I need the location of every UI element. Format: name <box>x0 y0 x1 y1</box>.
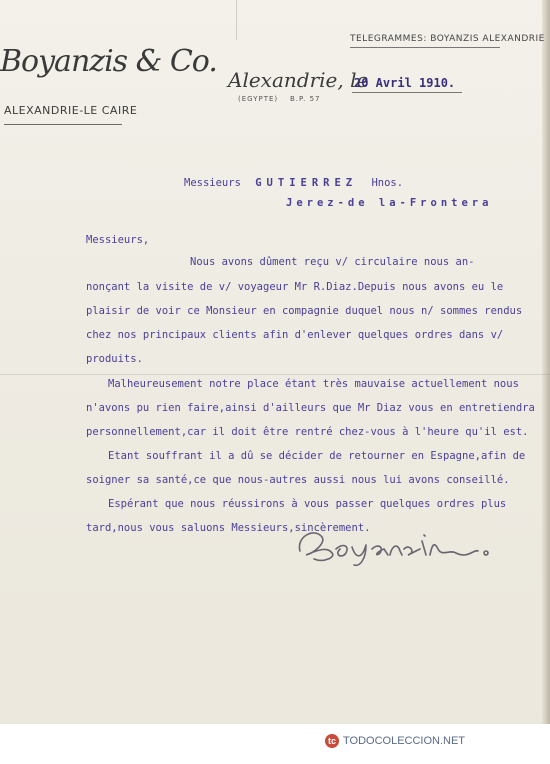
paper-fold-vertical <box>236 0 237 40</box>
watermark-logo-icon: tc <box>325 734 339 748</box>
firm-logo: Boyanzis & Co. <box>0 44 217 79</box>
paper-edge <box>542 0 550 764</box>
po-box: B.P. 57 <box>290 95 321 103</box>
letter-greeting: Messieurs, <box>86 234 150 246</box>
body-line: produits. <box>86 353 143 365</box>
letter-date: 20 Avril 1910. <box>354 76 456 90</box>
letterhead-rule <box>4 124 122 125</box>
body-line: n'avons pu rien faire,ainsi d'ailleurs que Mr Diaz vous en entretiendra <box>86 402 535 414</box>
paper-fold <box>0 374 550 375</box>
telegram-text: TELEGRAMMES: BOYANZIS ALEXANDRIE <box>350 34 545 44</box>
letter-place: Alexandrie, le <box>228 68 369 92</box>
watermark-text: TODOCOLECCION.NET <box>343 735 466 747</box>
body-line: nonçant la visite de v/ voyageur Mr R.Diaz.Depuis nous avons eu le <box>86 281 504 293</box>
telegram-address <box>350 34 545 44</box>
firm-cities: ALEXANDRIE-LE CAIRE <box>4 104 138 117</box>
country-label: (EGYPTE) <box>238 95 279 103</box>
body-line: Malheureusement notre place étant très mauvaise actuellement nous <box>108 378 519 390</box>
body-line: soigner sa santé,ce que nous-autres aussi nous lui avons conseillé. <box>86 474 510 486</box>
image-margin <box>0 724 550 764</box>
body-line: Nous avons dûment reçu v/ circulaire nous an- <box>190 256 475 268</box>
body-line: chez nos principaux clients afin d'enlever quelques ordres dans v/ <box>86 329 504 341</box>
body-line: Etant souffrant il a dû se décider de retourner en Espagne,afin de <box>108 450 526 462</box>
recipient-line <box>184 177 403 189</box>
telegram-rule <box>350 47 500 48</box>
body-line: plaisir de voir ce Monsieur en compagnie duquel nous n/ sommes rendus <box>86 305 523 317</box>
body-line: Espérant que nous réussirons à vous passer quelques ordres plus <box>108 498 507 510</box>
body-line: tard,nous vous saluons Messieurs,sincèrement. <box>86 522 371 534</box>
recipient-name: GUTIERREZ <box>255 177 358 189</box>
recipient-salutation: Messieurs <box>184 177 241 189</box>
handwritten-signature <box>292 519 512 569</box>
watermark <box>325 734 465 748</box>
recipient-suffix: Hnos. <box>371 177 404 189</box>
recipient-city: Jerez-de la-Frontera <box>286 197 493 209</box>
date-rule <box>352 92 462 93</box>
body-line: personnellement,car il doit être rentré chez-vous à l'heure qu'il est. <box>86 426 529 438</box>
